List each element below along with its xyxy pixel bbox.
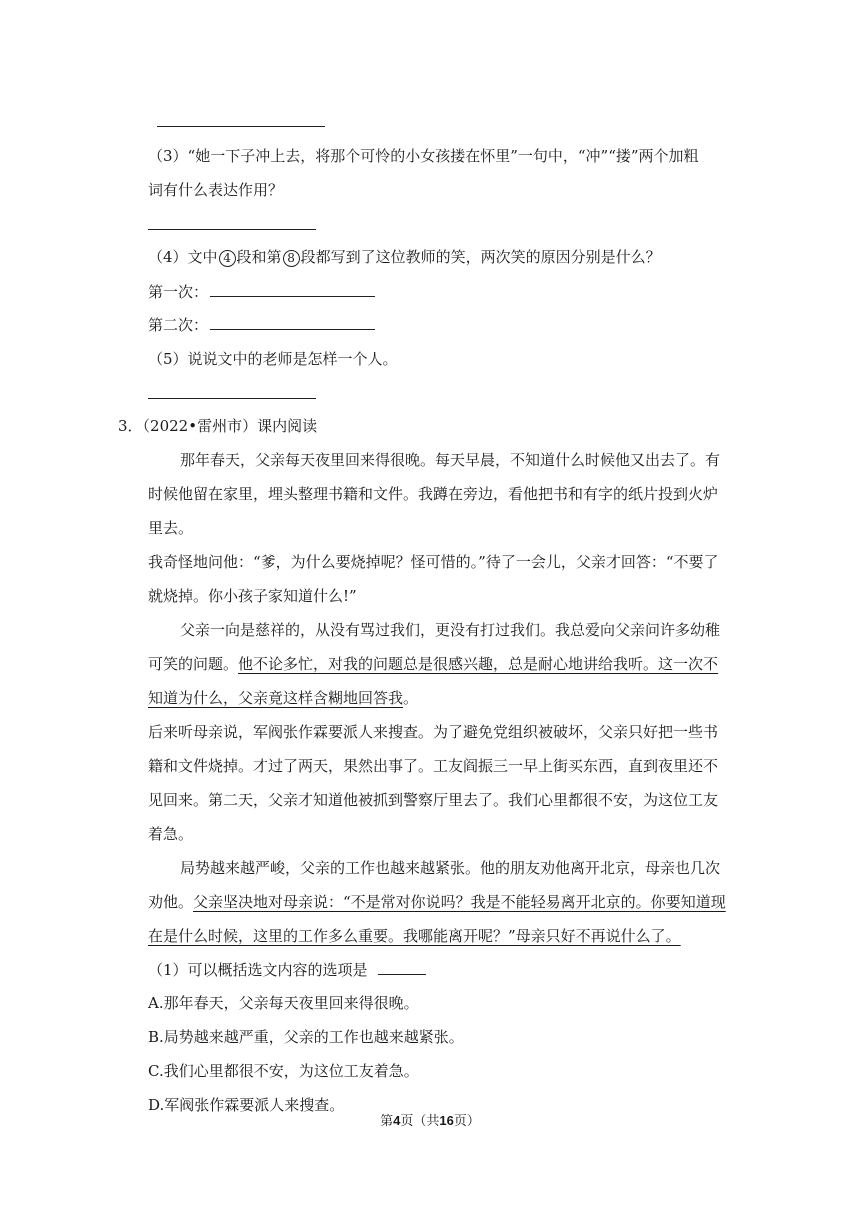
q3-part4-mid: 段和第 bbox=[236, 248, 282, 266]
answer-blank-line bbox=[148, 229, 316, 230]
q3-header: 3．（2022•雷州市）课内阅读 bbox=[118, 417, 318, 435]
q3-part5-question: （5）说说文中的老师是怎样一个人。 bbox=[148, 350, 398, 368]
passage-line bbox=[148, 892, 726, 912]
passage-text: 可笑的问题。 bbox=[148, 655, 239, 673]
passage-line: 我奇怪地问他：“爹，为什么要烧掉呢？怪可惜的。”待了一会儿，父亲才回答：“不要了 bbox=[148, 553, 719, 571]
circled-number: 8 bbox=[283, 250, 300, 267]
second-time-label: 第二次： bbox=[148, 316, 209, 334]
q3-part4-question bbox=[148, 247, 661, 267]
passage-line bbox=[148, 926, 681, 946]
passage-line: 就烧掉。你小孩子家知道什么!” bbox=[148, 587, 357, 605]
page-number: 4 bbox=[393, 1113, 401, 1128]
option-d: D.军阀张作霖要派人来搜查。 bbox=[148, 1096, 345, 1114]
first-time-row bbox=[148, 282, 375, 302]
sub-question-1 bbox=[148, 960, 426, 980]
passage-line: 局势越来越严峻，父亲的工作也越来越紧张。他的朋友劝他离开北京，母亲也几次 bbox=[180, 859, 721, 877]
total-pages: 16 bbox=[439, 1113, 454, 1128]
footer-text: 页） bbox=[453, 1114, 480, 1129]
passage-line: 见回来。第二天，父亲才知道他被抓到警察厅里去了。我们心里都很不安，为这位工友 bbox=[148, 791, 719, 809]
page-footer bbox=[0, 1110, 860, 1129]
answer-blank-line bbox=[157, 126, 325, 127]
q3-part4-prefix: （4）文中 bbox=[148, 248, 218, 266]
q3-part3-line1: （3）“她一下子冲上去，将那个可怜的小女孩搂在怀里”一句中，“冲”“搂”两个加粗 bbox=[148, 147, 699, 165]
second-time-row bbox=[148, 315, 375, 335]
answer-blank-line bbox=[210, 282, 375, 297]
passage-line bbox=[148, 688, 418, 708]
passage-text: 。 bbox=[403, 689, 419, 707]
passage-line: 着急。 bbox=[148, 825, 194, 843]
passage-line: 时候他留在家里，埋头整理书籍和文件。我蹲在旁边，看他把书和有字的纸片投到火炉 bbox=[148, 485, 719, 503]
passage-line: 里去。 bbox=[148, 519, 194, 537]
option-b: B.局势越来越严重，父亲的工作也越来越紧张。 bbox=[148, 1028, 464, 1046]
answer-blank-line bbox=[148, 398, 316, 399]
passage-line: 那年春天，父亲每天夜里回来得很晚。每天早晨，不知道什么时候他又出去了。有 bbox=[180, 451, 721, 469]
answer-blank-line bbox=[210, 315, 375, 330]
first-time-label: 第一次： bbox=[148, 283, 209, 301]
passage-line bbox=[148, 654, 718, 674]
option-a: A.那年春天，父亲每天夜里回来得很晚。 bbox=[148, 994, 419, 1012]
underlined-sentence: 在是什么时候，这里的工作多么重要。我哪能离开呢？”母亲只好不再说什么了。 bbox=[148, 927, 681, 945]
underlined-sentence: 父亲坚决地对母亲说：“不是常对你说吗？我是不能轻易离开北京的。你要知道现 bbox=[193, 893, 726, 911]
passage-line: 后来听母亲说，军阀张作霖要派人来搜查。为了避免党组织被破坏，父亲只好把一些书 bbox=[148, 723, 719, 741]
passage-text: 劝他。 bbox=[148, 893, 194, 911]
footer-text: 页（共 bbox=[400, 1114, 440, 1129]
underlined-sentence: 知道为什么，父亲竟这样含糊地回答我 bbox=[148, 689, 404, 707]
q3-part4-suffix: 段都写到了这位教师的笑，两次笑的原因分别是什么？ bbox=[300, 248, 661, 266]
footer-text: 第 bbox=[380, 1114, 394, 1129]
q3-part3-line2: 词有什么表达作用？ bbox=[148, 181, 284, 199]
passage-line: 籍和文件烧掉。才过了两天，果然出事了。工友阎振三一早上街买东西，直到夜里还不 bbox=[148, 757, 719, 775]
answer-blank-line bbox=[378, 960, 426, 975]
sub-question-1-text: （1）可以概括选文内容的选项是 bbox=[148, 961, 368, 979]
circled-number: 4 bbox=[219, 250, 236, 267]
underlined-sentence: 他不论多忙，对我的问题总是很感兴趣，总是耐心地讲给我听。这一次不 bbox=[238, 655, 719, 673]
option-c: C.我们心里都很不安，为这位工友着急。 bbox=[148, 1062, 419, 1080]
passage-line: 父亲一向是慈祥的，从没有骂过我们，更没有打过我们。我总爱向父亲问许多幼稚 bbox=[180, 621, 721, 639]
